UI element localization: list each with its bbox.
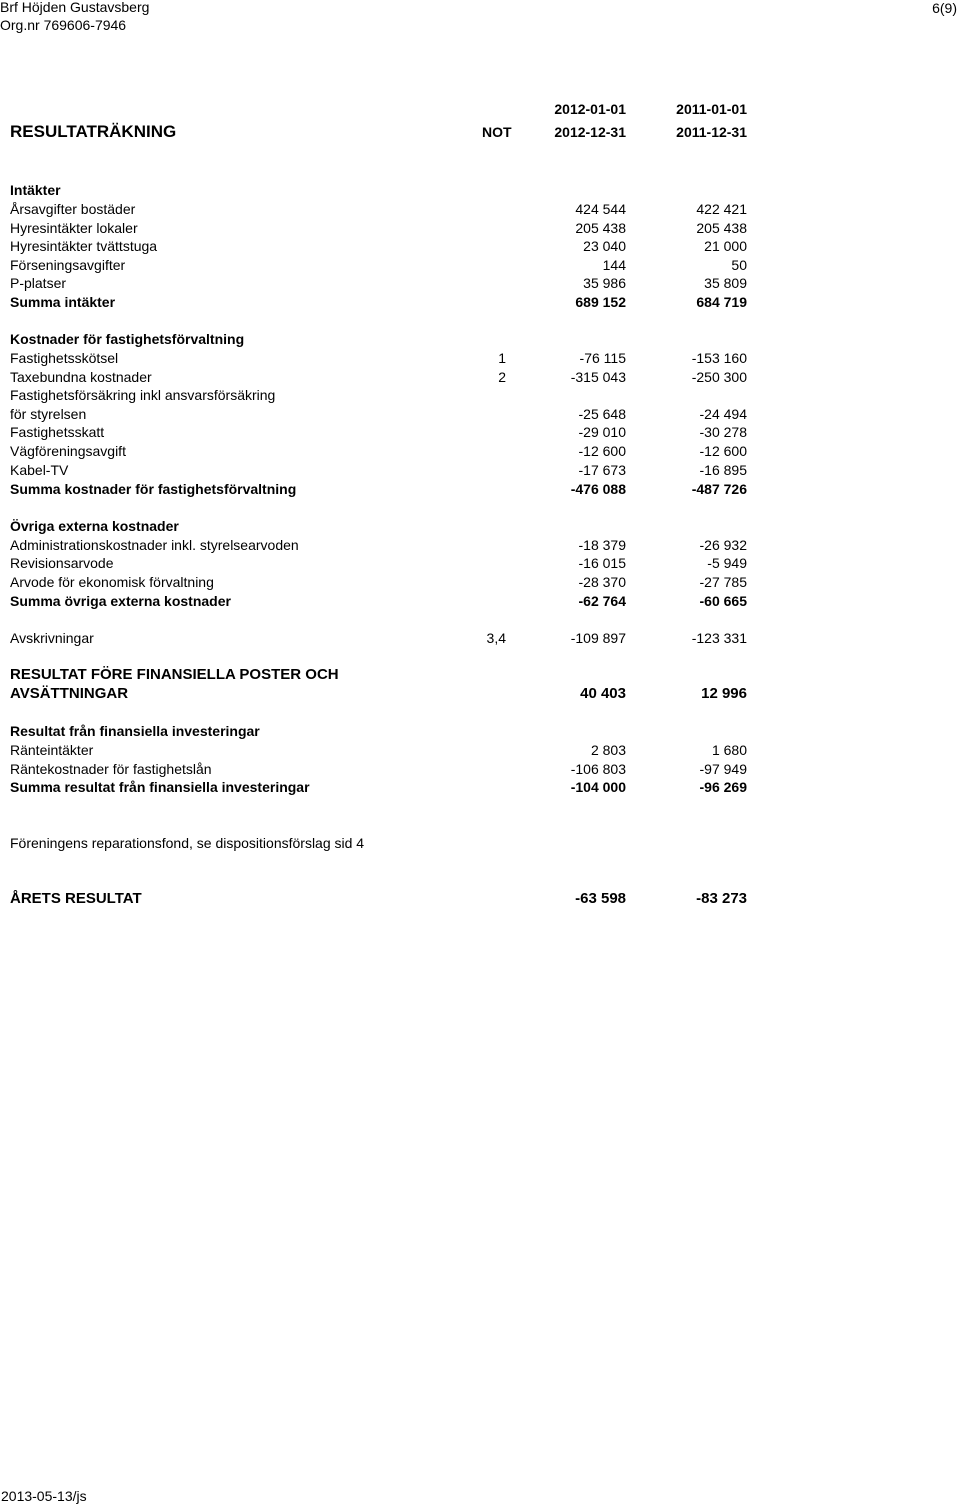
row-label: Räntekostnader för fastighetslån [10, 761, 212, 777]
row-value-2012: -109 897 [570, 630, 626, 646]
table-row [10, 330, 770, 348]
table-row [10, 461, 770, 479]
page-title: RESULTATRÄKNING [10, 122, 177, 141]
row-label: P-platser [10, 275, 67, 291]
table-row [10, 480, 770, 498]
row-note: 2 [498, 369, 506, 385]
row-value-2011: -16 895 [699, 462, 747, 478]
row-value-2011: -487 726 [691, 481, 747, 497]
row-value-2011: 12 996 [701, 685, 747, 702]
table-row [10, 349, 770, 367]
row-label: Kostnader för fastighetsförvaltning [10, 331, 245, 347]
row-value-2011: 50 [731, 257, 747, 273]
table-row [10, 293, 770, 311]
row-label: Taxebundna kostnader [10, 369, 152, 385]
row-label: Summa intäkter [10, 294, 116, 310]
row-label: Hyresintäkter tvättstuga [10, 238, 158, 254]
row-label: Kabel-TV [10, 462, 69, 478]
row-value-2011: -96 269 [699, 779, 747, 795]
row-label: ÅRETS RESULTAT [10, 890, 142, 907]
row-value-2011: -250 300 [691, 369, 747, 385]
period1-to: 2012-12-31 [554, 124, 626, 140]
company-name: Brf Höjden Gustavsberg [0, 0, 150, 15]
row-label: Summa övriga externa kostnader [10, 593, 231, 609]
row-value-2011: 1 680 [711, 742, 747, 758]
row-value-2011: 205 438 [696, 220, 747, 236]
row-label: RESULTAT FÖRE FINANSIELLA POSTER OCH [10, 666, 339, 683]
row-value-2012: 23 040 [583, 238, 626, 254]
table-row [10, 741, 770, 759]
table-row [10, 181, 770, 199]
table-row [10, 685, 770, 703]
table-row [10, 219, 770, 237]
row-value-2011: -153 160 [691, 350, 747, 366]
table-row [10, 237, 770, 255]
row-value-2012: 35 986 [583, 275, 626, 291]
table-row [10, 666, 770, 684]
row-value-2011: -5 949 [707, 555, 747, 571]
row-label: Föreningens reparationsfond, se dispositionsförslag sid 4 [10, 835, 365, 851]
row-label: Fastighetsskötsel [10, 350, 119, 366]
table-row [10, 536, 770, 554]
row-note: 3,4 [486, 630, 506, 646]
table-row [10, 722, 770, 740]
row-value-2011: 684 719 [696, 294, 747, 310]
table-row [10, 629, 770, 647]
row-value-2012: 689 152 [575, 294, 626, 310]
row-value-2012: -28 370 [578, 574, 626, 590]
row-value-2011: 35 809 [704, 275, 747, 291]
row-label: Fastighetsskatt [10, 424, 105, 440]
row-label: för styrelsen [10, 406, 87, 422]
row-value-2012: -476 088 [570, 481, 626, 497]
row-label: Resultat från finansiella investeringar [10, 723, 260, 739]
table-row [10, 256, 770, 274]
page-number: 6(9) [932, 0, 957, 16]
table-row [10, 778, 770, 796]
row-value-2012: 2 803 [590, 742, 626, 758]
period1-from: 2012-01-01 [554, 101, 626, 117]
table-row [10, 592, 770, 610]
row-value-2011: -30 278 [699, 424, 747, 440]
row-label: Vägföreningsavgift [10, 443, 126, 459]
row-value-2011: -12 600 [699, 443, 747, 459]
table-row [10, 405, 770, 423]
note-column-header: NOT [482, 124, 512, 140]
table-row [10, 890, 770, 908]
table-row [10, 517, 770, 535]
row-value-2012: -25 648 [578, 406, 626, 422]
row-label: Fastighetsförsäkring inkl ansvarsförsäkring [10, 387, 276, 403]
row-label: Revisionsarvode [10, 555, 114, 571]
table-row [10, 760, 770, 778]
row-label: Årsavgifter bostäder [10, 201, 136, 217]
period2-to: 2011-12-31 [676, 124, 747, 140]
row-value-2012: 205 438 [575, 220, 626, 236]
row-value-2012: -104 000 [570, 779, 626, 795]
table-row [10, 834, 770, 852]
table-row [10, 423, 770, 441]
row-label: Summa kostnader för fastighetsförvaltning [10, 481, 297, 497]
table-row [10, 554, 770, 572]
row-value-2012: 40 403 [580, 685, 626, 702]
row-value-2011: -24 494 [699, 406, 747, 422]
row-value-2011: -123 331 [691, 630, 747, 646]
row-label: Ränteintäkter [10, 742, 94, 758]
row-value-2012: -62 764 [578, 593, 626, 609]
table-row [10, 386, 770, 404]
table-row [10, 368, 770, 386]
row-value-2012: -106 803 [570, 761, 626, 777]
row-value-2011: 422 421 [696, 201, 747, 217]
row-value-2011: -26 932 [699, 537, 747, 553]
table-row [10, 573, 770, 591]
row-value-2011: -97 949 [699, 761, 747, 777]
row-label: Förseningsavgifter [10, 257, 126, 273]
row-value-2011: -60 665 [699, 593, 747, 609]
row-value-2012: -16 015 [578, 555, 626, 571]
period2-from: 2011-01-01 [676, 101, 747, 117]
row-label: Arvode för ekonomisk förvaltning [10, 574, 214, 590]
row-value-2012: -315 043 [570, 369, 626, 385]
row-value-2011: 21 000 [704, 238, 747, 254]
row-value-2012: 144 [602, 257, 626, 273]
row-value-2011: -27 785 [699, 574, 747, 590]
row-label: Övriga externa kostnader [10, 518, 179, 534]
row-note: 1 [498, 350, 506, 366]
table-row [10, 274, 770, 292]
row-value-2011: -83 273 [696, 890, 747, 907]
row-value-2012: -76 115 [579, 350, 626, 366]
row-value-2012: -12 600 [578, 443, 626, 459]
org-number: Org.nr 769606-7946 [0, 17, 127, 33]
row-label: Administrationskostnader inkl. styrelsearvoden [10, 537, 299, 553]
row-label: AVSÄTTNINGAR [10, 685, 129, 702]
row-value-2012: -18 379 [578, 537, 626, 553]
row-value-2012: -63 598 [575, 890, 626, 907]
row-value-2012: -29 010 [578, 424, 626, 440]
table-row [10, 442, 770, 460]
row-value-2012: -17 673 [578, 462, 626, 478]
row-label: Summa resultat från finansiella investeringar [10, 779, 310, 795]
row-label: Hyresintäkter lokaler [10, 220, 138, 236]
row-label: Intäkter [10, 182, 61, 198]
table-row [10, 200, 770, 218]
row-label: Avskrivningar [10, 630, 94, 646]
row-value-2012: 424 544 [575, 201, 626, 217]
footer-date: 2013-05-13/js [1, 1488, 87, 1504]
income-statement-table [10, 0, 960, 1508]
